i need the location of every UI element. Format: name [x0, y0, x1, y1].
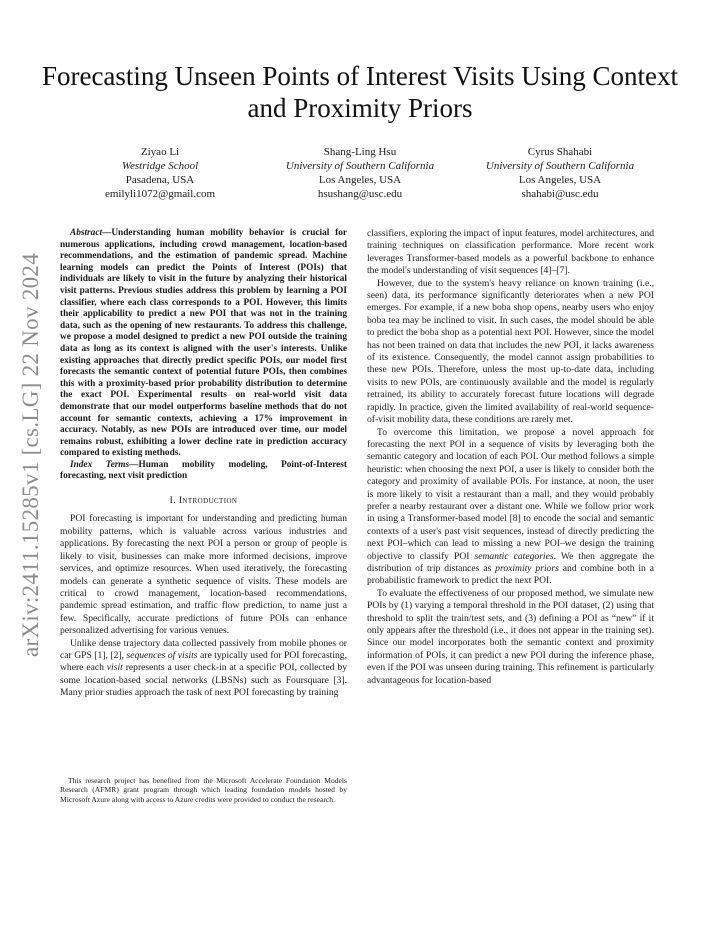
author-email: shahabi@usc.edu [521, 188, 599, 200]
author-name: Shang-Ling Hsu [323, 146, 397, 158]
paper-title: Forecasting Unseen Points of Interest Visits Using Context and Proximity Priors [41, 61, 679, 123]
abstract-text: —Understanding human mobility behavior is crucial for numerous applications, including crowd management, location-based recommendations, and the estimation of pandemic spread. Machine learning models can predict the Points of Interest (POIs) that individuals are likely to visit in the future by analyzing their historical visit patterns. Previous studies address this problem by learning a POI classifier, where each class corresponds to a POI. However, this limits their applicability to predict a new POI that was not in the training data, such as the opening of new restaurants. To address this challenge, we propose a model designed to predict a new POI outside the training data as long as its context is aligned with the user's interests. Unlike existing approaches that directly predict specific POIs, our model first forecasts the semantic context of potential future POIs, then combines this with a proximity-based prior probability distribution to determine the exact POI. Experimental results on real-world visit data demonstrate that our model outperforms baseline methods that do not account for semantic contexts, achieving a 17% improvement in accuracy. Notably, as new POIs are introduced over time, our model remains robust, exhibiting a lower decline rate in prediction accuracy compared to existing methods. [60, 228, 347, 459]
index-terms-label: Index Terms [70, 459, 130, 470]
index-terms [60, 460, 347, 483]
author-location: Pasadena, USA [125, 174, 195, 186]
author-email: emilyli1072@gmail.com [104, 188, 216, 200]
author-name: Cyrus Shahabi [527, 146, 593, 158]
emphasis: semantic categories [474, 550, 554, 562]
author-3 [460, 145, 660, 201]
author-affiliation: University of Southern California [285, 160, 435, 172]
emphasis: sequences of visits [126, 649, 198, 661]
footnote [60, 776, 347, 804]
author-1 [60, 145, 260, 201]
body-paragraph: However, due to the system's heavy reliance on known training (i.e., seen) data, its performance significantly deteriorates when a new POI emerges. For example, if a new boba shop opens, nearby users who enjoy boba tea may be inclined to visit. In such cases, the model should be able to predict the boba shop as a potential next POI. However, since the model has not been trained on data that includes the new POI, it lacks awareness of its existence. Consequently, the model cannot assign probabilities to these new POIs. Therefore, unless the most up-to-date data, including visits to new POIs, are continuously available and the model is regularly retrained, its ability to accurately forecast future locations will degrade rapidly. In practice, given the limited availability of real-world sequence-of-visit mobility data, these conditions are rarely met. [367, 277, 654, 426]
body-paragraph: To evaluate the effectiveness of our proposed method, we simulate new POIs by (1) varying a temporal threshold in the POI dataset, (2) using that threshold to split the train/test sets, and (3) defining a POI as “new” if it only appears after the threshold (i.e., it does not appear in the training set). Since our model incorporates both the semantic context and proximity information of POIs, it can predict a new POI during the inference phase, even if the POI was unseen during training. This refinement is particularly advantageous for location-based [367, 587, 654, 686]
author-2 [260, 145, 460, 201]
author-affiliation: Westridge School [121, 160, 199, 172]
body-paragraph: To overcome this limitation, we propose a novel approach for forecasting the next POI in a sequence of visits by leveraging both the semantic category and location of each POI. Our method follows a simple heuristic: when choosing the next POI, a user is likely to consider both the category and proximity of available POIs. For instance, at noon, the user is more likely to visit a restaurant than a mall, and they would probably prefer a nearby restaurant over a distant one. While we follow prior work in using a Transformer-based model [8] to encode the social and semantic contexts of a user's past visit sequences, instead of directly predicting the next POI–which can lead to missing a new POI–we design the training objective to classify POI semantic categories. We then aggregate the distribution of trip distances as proximity priors and combine both in a probabilistic framework to predict the next POI. [367, 426, 654, 587]
section-heading: I. Introduction [169, 495, 238, 507]
arxiv-identifier-text: arXiv:2411.15285v1 [cs.LG] 22 Nov 2024 [18, 252, 43, 658]
author-location: Los Angeles, USA [518, 174, 602, 186]
body-paragraph: Unlike dense trajectory data collected passively from mobile phones or car GPS [1], [2], sequences of visits are typically used for POI forecasting, where each visit represents a user check-in at a specific POI, collected by some location-based social networks (LBSNs) such as Foursquare [3]. Many prior studies approach the task of next POI forecasting by training [60, 637, 347, 699]
arxiv-identifier [16, 220, 46, 690]
body-paragraph: classifiers, exploring the impact of input features, model architectures, and training techniques on classification performance. More recent work leverages Transformer-based models as a powerful backbone to enhance the model's understanding of visit sequences [4]–[7]. [367, 228, 654, 277]
abstract [60, 228, 347, 460]
author-block [60, 145, 660, 201]
footnote-text: This research project has benefited from the Microsoft Accelerate Foundation Models Research (AFMR) grant program through which leading foundation models hosted by Microsoft Azure along with access to Azure credits were provided to conduct the research. [60, 776, 347, 804]
left-column [60, 228, 347, 700]
author-location: Los Angeles, USA [318, 174, 402, 186]
emphasis: visit [106, 662, 123, 674]
emphasis: proximity priors [495, 562, 559, 574]
author-affiliation: University of Southern California [485, 160, 635, 172]
right-column [367, 228, 654, 687]
author-name: Ziyao Li [140, 146, 180, 158]
author-email: hsushang@usc.edu [317, 188, 403, 200]
abstract-label: Abstract [70, 228, 103, 238]
index-terms-text: —Human mobility modeling, Point-of-Interest forecasting, next visit prediction [60, 459, 347, 482]
body-paragraph: POI forecasting is important for understanding and predicting human mobility patterns, which is valuable across various industries and applications. By forecasting the next POI a person or group of people is likely to visit, businesses can make more informed decisions, improve services, and optimize resources. When used iteratively, the forecasting models can generate a synthetic sequence of visits. These models are critical to crowd management, location-based recommendations, pandemic spread estimation, and traffic flow prediction, to name just a few. Specifically, accurate predictions of future POIs can enhance personalized advertising for various venues. [60, 513, 347, 637]
